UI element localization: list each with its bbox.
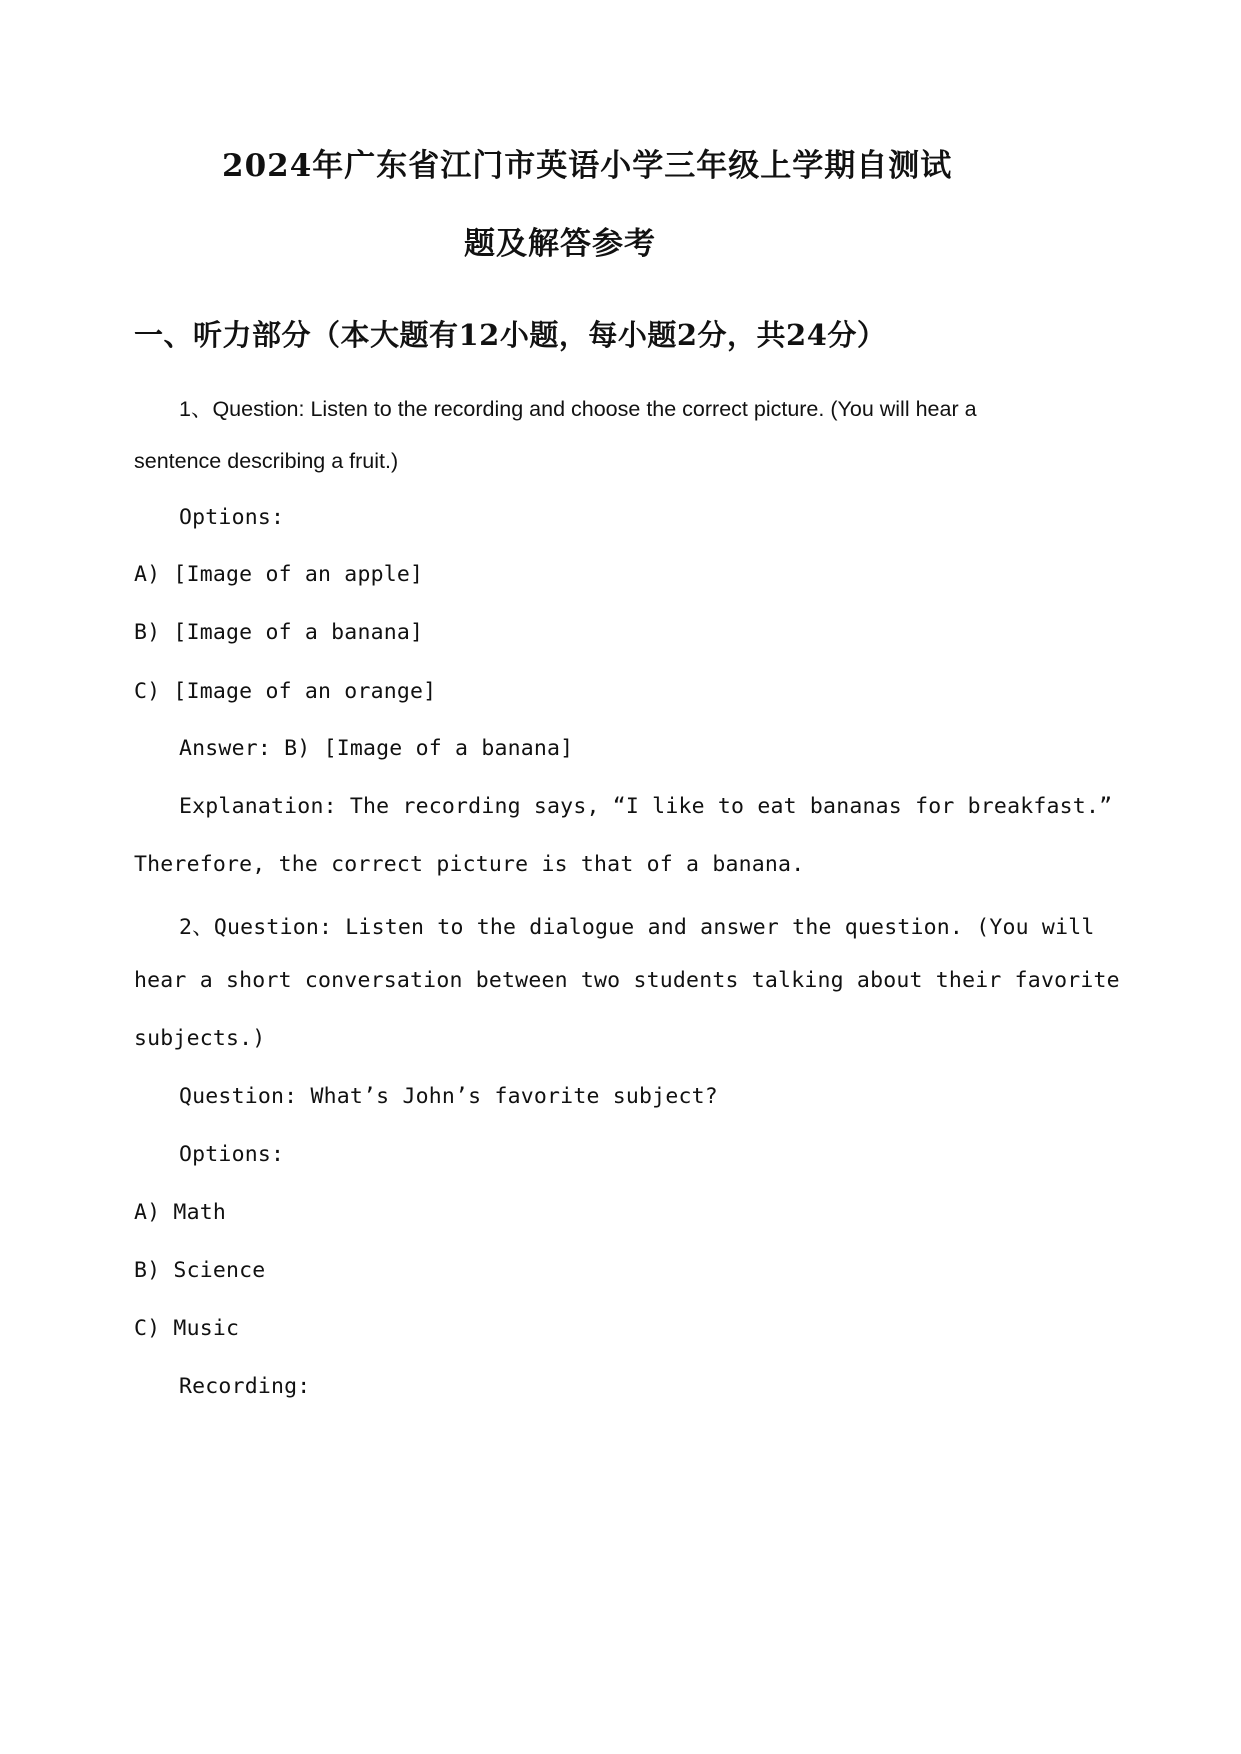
question-1-explanation-line-2: Therefore, the correct picture is that of a banana.: [134, 852, 805, 877]
question-2-option-a: A) Math: [134, 1200, 227, 1225]
question-1-options-label: Options:: [179, 505, 285, 530]
question-2-stem-line-2: hear a short conversation between two students talking about their favorite: [134, 968, 1120, 993]
question-2-option-b: B) Science: [134, 1258, 266, 1283]
question-1-answer: Answer: B) [Image of a banana]: [179, 736, 574, 761]
document-title-line-1: 2024年广东省江门市英语小学三年级上学期自测试: [222, 148, 953, 184]
section-heading: 一、听力部分（本大题有12小题，每小题2分，共24分）: [134, 318, 887, 352]
question-1-explanation-line-1: Explanation: The recording says, “I like to eat bananas for breakfast.”: [179, 794, 1113, 819]
question-1-option-c: C) [Image of an orange]: [134, 679, 437, 704]
document-title-line-2: 题及解答参考: [464, 226, 656, 262]
question-2-options-label: Options:: [179, 1142, 285, 1167]
question-1-option-b: B) [Image of a banana]: [134, 620, 424, 645]
question-2-sub-question: Question: What’s John’s favorite subject?: [179, 1084, 718, 1109]
question-2-recording-label: Recording:: [179, 1374, 311, 1399]
question-1-stem-line-2: sentence describing a fruit.): [134, 449, 399, 473]
question-2-stem-line-3: subjects.): [134, 1026, 266, 1051]
question-1-option-a: A) [Image of an apple]: [134, 562, 424, 587]
question-1-stem-line-1: 1、Question: Listen to the recording and choose the correct picture. (You will hear a: [179, 397, 977, 421]
question-2-option-c: C) Music: [134, 1316, 240, 1341]
question-2-stem-line-1: 2、Question: Listen to the dialogue and answer the question. (You will: [179, 915, 1095, 940]
